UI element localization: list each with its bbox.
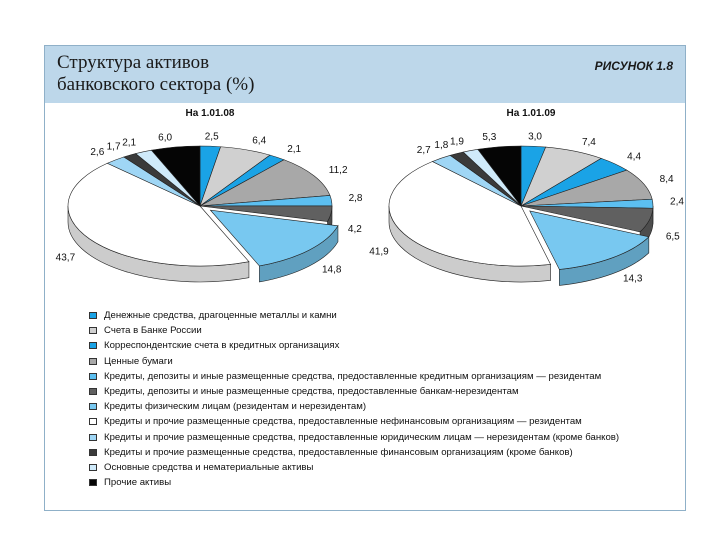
pie-2-value-label-9: 2,7 xyxy=(416,145,431,157)
legend-item-7 xyxy=(89,399,619,414)
pie-1-value-label-8: 43,7 xyxy=(55,252,76,264)
legend-item-11 xyxy=(89,460,619,475)
pie-2-value-label-6: 6,5 xyxy=(665,231,680,243)
legend-label: Кредиты физическим лицам (резидентам и нерезидентам) xyxy=(104,401,367,413)
legend-swatch xyxy=(89,312,97,319)
legend-item-4 xyxy=(89,354,619,369)
pie-1-value-label-5: 2,8 xyxy=(348,192,363,204)
legend-item-9 xyxy=(89,430,619,445)
pie-2-value-label-8: 41,9 xyxy=(369,246,389,258)
pie-2-value-label-4: 8,4 xyxy=(659,174,674,186)
legend-swatch xyxy=(89,479,97,486)
legend-item-2 xyxy=(89,323,619,338)
legend-label: Корреспондентские счета в кредитных организациях xyxy=(104,340,340,352)
legend-label: Основные средства и нематериальные активы xyxy=(104,461,314,473)
pie-1-value-label-6: 4,2 xyxy=(347,224,362,236)
legend-swatch xyxy=(89,434,97,441)
legend-swatch xyxy=(89,403,97,410)
pie-1-title: На 1.01.08 xyxy=(185,108,235,119)
legend-label: Кредиты и прочие размещенные средства, предоставленные финансовым организациям (кроме банков) xyxy=(104,446,573,458)
pie-2-value-label-3: 4,4 xyxy=(627,151,642,163)
pie-1 xyxy=(56,108,363,282)
pie-2-value-label-12: 5,3 xyxy=(482,132,497,144)
legend-label: Счета в Банке России xyxy=(104,325,202,337)
pie-2-value-label-2: 7,4 xyxy=(581,137,596,149)
legend-swatch xyxy=(89,418,97,425)
chart-title: Структура активов банковского сектора (%) xyxy=(57,52,255,95)
legend-item-8 xyxy=(89,414,619,429)
pie-2-value-label-5: 2,4 xyxy=(670,196,684,208)
legend-swatch xyxy=(89,449,97,456)
legend-label: Кредиты и прочие размещенные средства, предоставленные нефинансовым организациям — резидентам xyxy=(104,416,582,428)
pie-2-value-label-11: 1,9 xyxy=(450,136,464,148)
legend-swatch xyxy=(89,327,97,334)
pie-1-value-label-12: 6,0 xyxy=(158,132,173,144)
legend-swatch xyxy=(89,358,97,365)
figure-panel xyxy=(44,45,686,511)
pie-1-value-label-9: 2,6 xyxy=(90,147,105,159)
pie-1-value-label-10: 1,7 xyxy=(106,141,121,153)
legend-label: Кредиты и прочие размещенные средства, предоставленные юридическим лицам — нерезидентам (кроме банков) xyxy=(104,431,620,443)
legend-item-1 xyxy=(89,308,619,323)
pie-2-title: На 1.01.09 xyxy=(506,108,556,119)
legend-label: Денежные средства, драгоценные металлы и камни xyxy=(104,310,337,322)
pie-2-value-label-7: 14,3 xyxy=(623,273,643,285)
legend xyxy=(89,308,619,490)
pie-1-value-label-1: 2,5 xyxy=(204,131,219,143)
pie-1-value-label-7: 14,8 xyxy=(321,264,342,276)
legend-item-12 xyxy=(89,475,619,490)
legend-item-3 xyxy=(89,338,619,353)
pie-1-value-label-2: 6,4 xyxy=(252,135,267,147)
legend-swatch xyxy=(89,373,97,380)
pie-2-value-label-10: 1,8 xyxy=(434,139,449,151)
legend-label: Ценные бумаги xyxy=(104,355,173,367)
legend-swatch xyxy=(89,464,97,471)
pie-2 xyxy=(369,108,684,285)
legend-item-5 xyxy=(89,369,619,384)
legend-swatch xyxy=(89,388,97,395)
legend-label: Кредиты, депозиты и иные размещенные средства, предоставленные кредитным организациям — резидентам xyxy=(104,370,602,382)
legend-swatch xyxy=(89,342,97,349)
legend-label: Прочие активы xyxy=(104,477,172,489)
figure-label: РИСУНОК 1.8 xyxy=(594,59,673,73)
pie-1-value-label-4: 11,2 xyxy=(328,164,348,176)
pie-2-value-label-1: 3,0 xyxy=(528,131,542,143)
legend-label: Кредиты, депозиты и иные размещенные средства, предоставленные банкам-нерезидентам xyxy=(104,386,519,398)
legend-item-6 xyxy=(89,384,619,399)
legend-item-10 xyxy=(89,445,619,460)
pie-1-value-label-11: 2,1 xyxy=(122,137,137,149)
pie-charts xyxy=(45,46,685,306)
pie-1-value-label-3: 2,1 xyxy=(287,143,302,155)
